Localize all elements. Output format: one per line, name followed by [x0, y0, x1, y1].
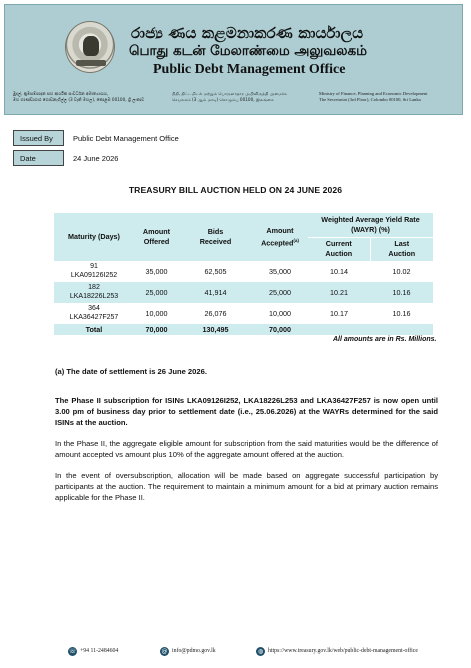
address-sinhala-line1: මුදල්, ක්‍රමසම්පාදන සහ ආර්ථික සංවර්ධන අමාත්‍යාංශය, — [13, 91, 109, 96]
current-wayr-cell: 10.14 — [330, 267, 348, 276]
address-english-line1: Ministry of Finance, Planning and Economic Development — [319, 91, 428, 96]
header-banner — [4, 4, 463, 115]
footer-website[interactable]: https://www.treasury.gov.lk/web/public-debt-management-office — [268, 648, 418, 654]
address-tamil — [172, 91, 287, 103]
table-row — [54, 303, 433, 324]
maturity-cell: 182 LKA18226L253 — [54, 282, 134, 303]
table-row — [54, 282, 433, 303]
header-current-auction: Current Auction — [308, 237, 370, 261]
table-row — [54, 261, 433, 282]
address-sinhala — [13, 91, 144, 103]
header-wayr: Weighted Average Yield Rate (WAYR) (%) — [308, 213, 433, 237]
address-english — [319, 91, 428, 103]
total-bids-cell: 130,495 — [179, 324, 252, 335]
offered-cell: 25,000 — [134, 282, 179, 303]
total-offered-cell: 70,000 — [134, 324, 179, 335]
accepted-footnote-marker: (a) — [293, 237, 299, 243]
phone-icon: ☏ — [68, 648, 77, 655]
emblem-base — [76, 60, 106, 66]
issued-by-value: Public Debt Management Office — [73, 134, 179, 143]
accepted-cell: 10,000 — [269, 309, 291, 318]
last-wayr-cell: 10.16 — [392, 309, 411, 318]
bids-cell: 41,914 — [179, 282, 252, 303]
header-amount-accepted: Amount Accepted$^{(a)}$ — [252, 213, 308, 261]
footer-email[interactable]: info@pdmo.gov.lk — [172, 648, 216, 654]
accepted-cell: 35,000 — [269, 267, 291, 276]
header-amount-offered: Amount Offered — [134, 213, 179, 261]
date-value: 24 June 2026 — [73, 154, 119, 163]
maturity-cell: 91 LKA09126I252 — [70, 262, 118, 279]
date-label: Date — [13, 150, 64, 166]
accepted-cell: 25,000 — [252, 282, 308, 303]
header-bids-received: Bids Received — [179, 213, 252, 261]
amounts-unit-note: All amounts are in Rs. Millions. — [333, 336, 437, 343]
office-title-english: Public Debt Management Office — [153, 62, 346, 77]
issued-by-label: Issued By — [13, 130, 64, 146]
page-title: TREASURY BILL AUCTION HELD ON 24 JUNE 2026 — [128, 185, 343, 195]
header-maturity: Maturity (Days) — [54, 213, 134, 261]
phase2-amount-paragraph: In the Phase II, the aggregate eligible amount for subscription from the said maturities would be the difference of amount accepted vs amount plus 10% of the aggregate amount offered at the auction. — [55, 439, 438, 460]
bids-cell: 26,076 — [204, 309, 227, 318]
web-icon: ◍ — [257, 648, 264, 655]
offered-cell: 35,000 — [145, 267, 168, 276]
table-total-row — [54, 324, 433, 335]
address-tamil-line1: நிதி, திட்டமிடல் மற்றும் பொருளாதார அபிவிருத்தி அமைச்சு — [172, 91, 287, 96]
last-wayr-cell: 10.02 — [392, 267, 411, 276]
address-sinhala-line2: මහ භාණ්ඩාගාර ගොඩනැගිල්ල (3 වැනි මහල), කොළඹ 00100, ශ්‍රී ලංකාව — [13, 97, 145, 102]
office-title-sinhala: රාජ්‍ය ණය කළමනාකරණ කාර්යාලය — [131, 24, 364, 42]
total-empty-cell — [370, 324, 433, 335]
header-last-auction: Last Auction — [370, 237, 433, 261]
national-emblem-icon — [65, 21, 115, 73]
total-accepted-cell: 70,000 — [252, 324, 308, 335]
auction-results-table — [54, 213, 433, 335]
footer-phone: +94 11-2484604 — [80, 648, 119, 654]
current-wayr-cell: 10.17 — [330, 309, 348, 318]
phase2-open-paragraph: The Phase II subscription for ISINs LKA09126I252, LKA18226L253 and LKA36427F257 is now open until 3.00 pm of business day prior to settlement date (i.e., 25.06.2026) at the WAYRs determined for the said ISINs at the auction. — [55, 396, 438, 428]
oversubscription-paragraph: In the event of oversubscription, allocation will be made based on aggregate successful participation by participants at the auction. The requirement to maintain a minimum amount for a bid at primary auction remains applicable for the Phase II. — [55, 471, 438, 503]
address-tamil-line2: செயலகம் (3 ஆம் மாடி) கொழும்பு 00100, இலங்கை — [172, 97, 274, 102]
lion-emblem-figure — [83, 36, 99, 56]
last-wayr-cell: 10.16 — [370, 282, 433, 303]
current-wayr-cell: 10.21 — [308, 282, 370, 303]
bids-cell: 62,505 — [204, 267, 227, 276]
email-icon: @ — [161, 648, 168, 655]
offered-cell: 10,000 — [145, 309, 168, 318]
address-english-line2: The Secretariat (3rd Floor), Colombo 00100, Sri Lanka — [319, 97, 421, 102]
maturity-cell: 364 LKA36427F257 — [69, 304, 119, 321]
settlement-note: (a) The date of settlement is 26 June 2026. — [55, 367, 207, 376]
total-label-cell: Total — [54, 324, 134, 335]
footer — [0, 642, 471, 662]
office-title-tamil: பொது கடன் மேலாண்மை அலுவலகம் — [129, 43, 367, 59]
total-empty-cell — [308, 324, 370, 335]
